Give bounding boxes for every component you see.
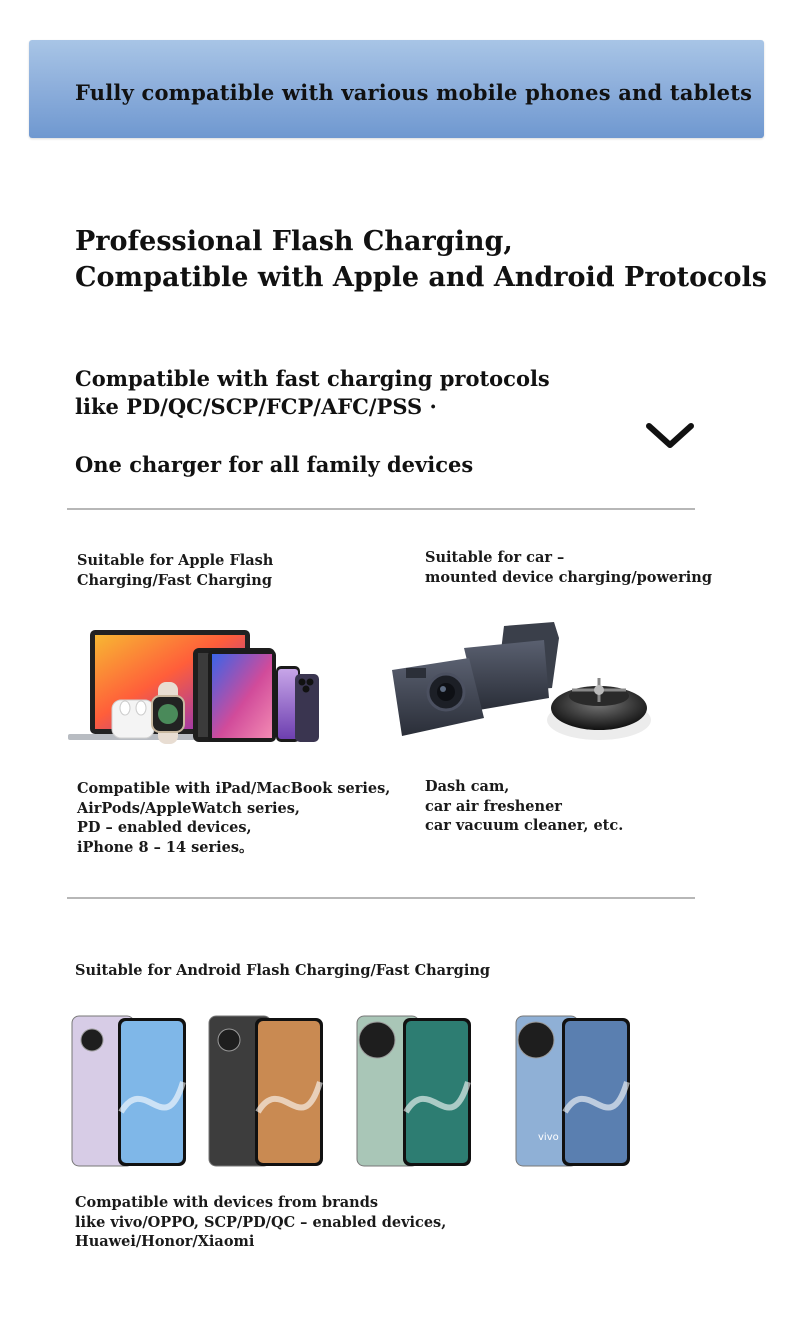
android-desc-line-2: like vivo/OPPO, SCP/PD/QC – enabled devices, bbox=[75, 1213, 447, 1231]
huawei-phone-image bbox=[357, 1016, 471, 1166]
car-desc-line-1: Dash cam, bbox=[425, 778, 510, 795]
heading-line-2: Compatible with Apple and Android Protocols bbox=[75, 262, 767, 293]
apple-title-line-1: Suitable for Apple Flash bbox=[77, 552, 274, 569]
android-desc-line-1: Compatible with devices from brands bbox=[75, 1194, 379, 1211]
protocols-line-2: like PD/QC/SCP/FCP/AFC/PSS · bbox=[75, 394, 437, 419]
car-desc-line-2: car air freshener bbox=[425, 797, 562, 815]
protocols-line-1: Compatible with fast charging protocols bbox=[75, 366, 550, 391]
apple-desc-line-2: AirPods/AppleWatch series, bbox=[77, 799, 300, 817]
family-text: One charger for all family devices bbox=[75, 452, 474, 477]
apple-title bbox=[77, 551, 273, 590]
car-desc-line-3: car vacuum cleaner, etc. bbox=[425, 817, 624, 834]
android-description bbox=[75, 1193, 446, 1252]
vivo-phone-image bbox=[516, 1016, 630, 1166]
car-title-line-1: Suitable for car – bbox=[425, 549, 565, 566]
apple-devices-image bbox=[68, 622, 323, 747]
android-title: Suitable for Android Flash Charging/Fast Charging bbox=[75, 962, 491, 979]
apple-desc-line-3: PD – enabled devices, bbox=[77, 819, 252, 836]
apple-desc-line-4: iPhone 8 – 14 series。 bbox=[77, 838, 254, 856]
protocols-text bbox=[75, 365, 550, 421]
header-banner bbox=[29, 40, 764, 138]
apple-desc-line-1: Compatible with iPad/MacBook series, bbox=[77, 780, 391, 797]
android-desc-line-3: Huawei/Honor/Xiaomi bbox=[75, 1233, 255, 1250]
divider-top bbox=[67, 508, 695, 510]
heading-line-1: Professional Flash Charging, bbox=[75, 226, 513, 257]
apple-description bbox=[77, 779, 390, 857]
honor-phone-image bbox=[72, 1016, 186, 1166]
car-title bbox=[425, 548, 712, 587]
car-title-line-2: mounted device charging/powering bbox=[425, 568, 712, 586]
banner-title: Fully compatible with various mobile phones and tablets bbox=[75, 80, 753, 105]
car-devices-image bbox=[384, 618, 654, 750]
apple-title-line-2: Charging/Fast Charging bbox=[77, 571, 272, 589]
car-description bbox=[425, 777, 623, 836]
xiaomi-phone-image bbox=[209, 1016, 323, 1166]
divider-middle bbox=[67, 897, 695, 899]
chevron-down-icon[interactable] bbox=[645, 420, 695, 450]
main-heading bbox=[75, 224, 767, 296]
vivo-logo: vivo bbox=[538, 1132, 559, 1143]
android-phones-image bbox=[70, 1012, 650, 1174]
